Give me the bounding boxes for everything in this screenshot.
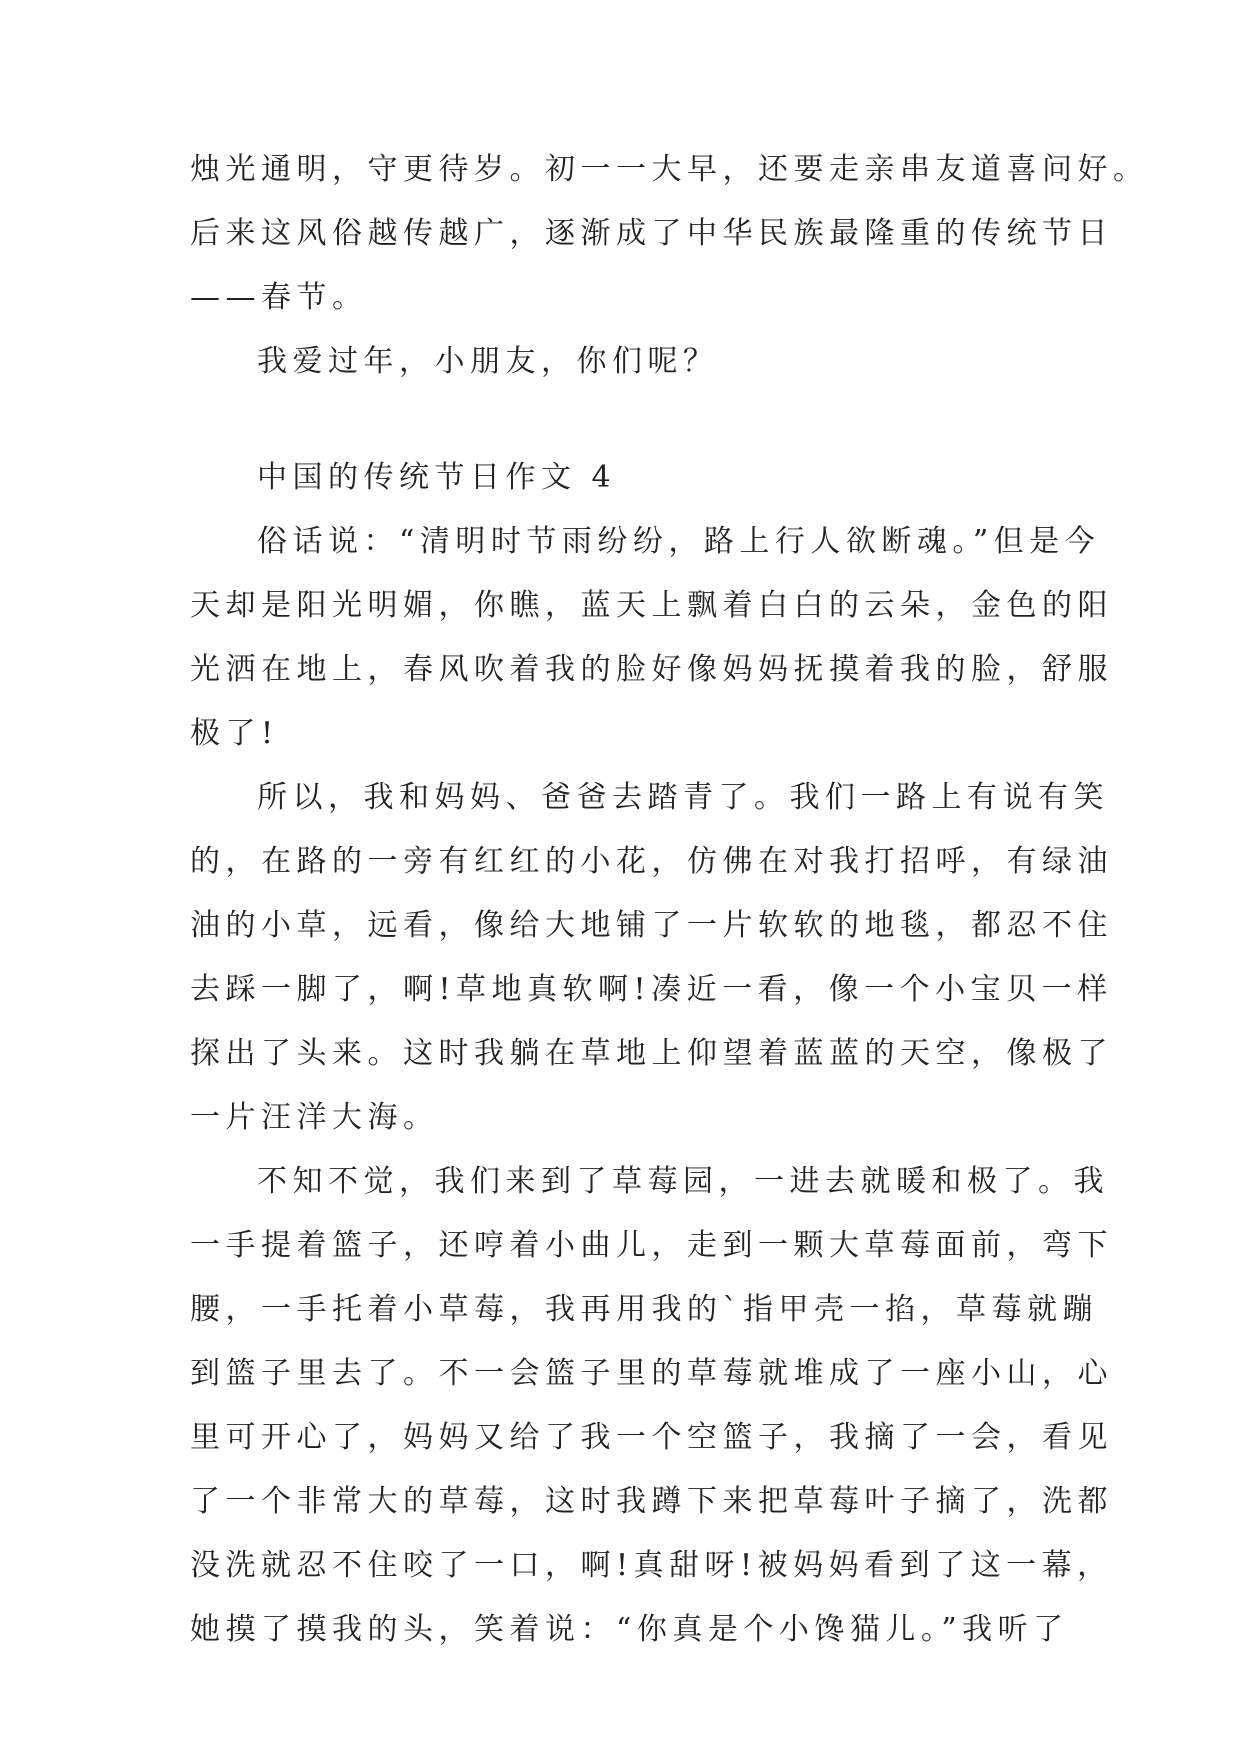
- text-line: 天却是阳光明媚，你瞧，蓝天上飘着白白的云朵，金色的阳: [190, 588, 1113, 623]
- text-line: 探出了头来。这时我躺在草地上仰望着蓝蓝的天空，像极了: [190, 1036, 1113, 1071]
- text-line: 的，在路的一旁有红红的小花，仿佛在对我打招呼，有绿油: [190, 844, 1113, 879]
- text-line: 一手提着篮子，还哼着小曲儿，走到一颗大草莓面前，弯下: [190, 1228, 1113, 1263]
- text-line: 去踩一脚了，啊!草地真软啊!凑近一看，像一个小宝贝一样: [190, 972, 1113, 1007]
- text-line: 她摸了摸我的头，笑着说：“你真是个小馋猫儿。”我听了: [190, 1612, 1069, 1647]
- text-line: 了一个非常大的草莓，这时我蹲下来把草莓叶子摘了，洗都: [190, 1484, 1113, 1519]
- text-line: 烛光通明，守更待岁。初一一大早，还要走亲串友道喜问好。: [190, 152, 1149, 187]
- text-line: 极了!: [190, 716, 279, 751]
- text-line: 后来这风俗越传越广，逐渐成了中华民族最隆重的传统节日: [190, 216, 1113, 251]
- text-line: 油的小草，远看，像给大地铺了一片软软的地毯，都忍不住: [190, 908, 1113, 943]
- text-line: 所以，我和妈妈、爸爸去踏青了。我们一路上有说有笑: [257, 780, 1109, 815]
- text-line: ——春节。: [190, 280, 368, 315]
- text-line: 腰，一手托着小草莓，我再用我的`指甲壳一掐，草莓就蹦: [190, 1292, 1098, 1327]
- text-line: 到篮子里去了。不一会篮子里的草莓就堆成了一座小山，心: [190, 1356, 1113, 1391]
- text-line: 没洗就忍不住咬了一口，啊!真甜呀!被妈妈看到了这一幕，: [190, 1548, 1113, 1583]
- text-line: 里可开心了，妈妈又给了我一个空篮子，我摘了一会，看见: [190, 1420, 1113, 1455]
- text-line: 俗话说：“清明时节雨纷纷，路上行人欲断魂。”但是今: [257, 524, 1101, 559]
- text-line: 我爱过年，小朋友，你们呢？: [257, 344, 719, 379]
- section-heading: 中国的传统节日作文 4: [257, 460, 617, 495]
- text-line: 不知不觉，我们来到了草莓园，一进去就暖和极了。我: [257, 1164, 1109, 1199]
- text-line: 一片汪洋大海。: [190, 1100, 439, 1135]
- text-line: 光洒在地上，春风吹着我的脸好像妈妈抚摸着我的脸，舒服: [190, 652, 1113, 687]
